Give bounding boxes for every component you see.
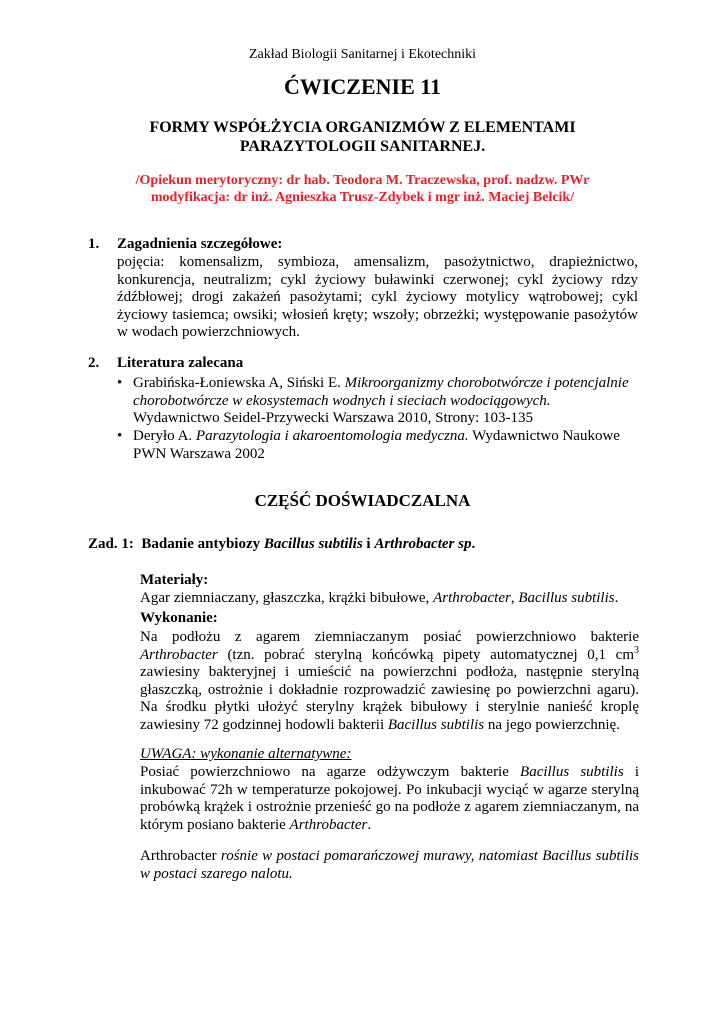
- section-2-number: 2.: [88, 355, 100, 371]
- reference-authors: Deryło A.: [133, 428, 193, 444]
- alternative-organism-1: Bacillus subtilis: [520, 764, 624, 780]
- modification-line: modyfikacja: dr inż. Agnieszka Trusz-Zdybek i mgr inż. Maciej Bełcik/: [150, 190, 575, 205]
- procedure-organism-2: Bacillus subtilis: [387, 716, 485, 733]
- alternative-part-1: Posiać powierzchniowo na agarze odżywczym bakterie: [140, 764, 509, 780]
- reference-publisher: Wydawnictwo Seidel-Przywecki Warszawa 2010, Strony: 103-135: [133, 410, 534, 426]
- task-conjunction: i: [366, 536, 371, 552]
- procedure-superscript: 3: [634, 644, 640, 656]
- bullet-icon: •: [117, 375, 123, 391]
- part-title: CZĘŚĆ DOŚWIADCZALNA: [254, 491, 471, 510]
- materials-text: [140, 590, 639, 608]
- reference-item: [117, 428, 638, 463]
- note-text: rośnie w postaci pomarańczowej murawy, natomiast Bacillus subtilis w postaci szarego nalotu.: [140, 848, 640, 882]
- reference-publisher: Wydawnictwo Naukowe PWN Warszawa 2002: [133, 428, 620, 462]
- reference-text: [133, 375, 638, 428]
- department-header: Zakład Biologii Sanitarnej i Ekotechniki: [248, 47, 477, 62]
- reference-authors: Grabińska-Łoniewska A, Siński E.: [133, 375, 341, 391]
- reference-text: [133, 428, 638, 463]
- alternative-part-2: i inkubować 72h w temperaturze pokojowej. Po inkubacji wyciąć w agarze sterylną probówką krążek i ostrożnie przenieść go na podłoże z agarem ziemniaczanym, na którym posiano bakterie: [140, 764, 639, 833]
- task-heading: [88, 536, 475, 554]
- task-period: .: [471, 536, 476, 552]
- subtitle-line-2: PARAZYTOLOGII SANITARNEJ.: [239, 138, 486, 155]
- subtitle-line-1: FORMY WSPÓŁŻYCIA ORGANIZMÓW Z ELEMENTAMI: [149, 119, 576, 136]
- reference-item: [117, 375, 638, 428]
- materials-organism-2: Bacillus subtilis: [518, 590, 615, 606]
- procedure-part-1: Na podłożu z agarem ziemniaczanym posiać powierzchniowo bakterie: [140, 629, 639, 645]
- exercise-title: ĆWICZENIE 11: [283, 74, 442, 99]
- materials-end: .: [614, 590, 619, 606]
- procedure-heading: Wykonanie:: [140, 610, 218, 626]
- alternative-organism-2: Arthrobacter: [289, 816, 368, 833]
- materials-list: Agar ziemniaczany, głaszczka, krążki bibułowe,: [140, 590, 430, 606]
- section-1-text: pojęcia: komensalizm, symbioza, amensalizm, pasożytnictwo, drapieżnictwo, konkurencja, neutralizm; cykl życiowy buławinki czerwonej; cykl życiowy rdzy źdźbłowej; drogi zakażeń pasożytami; cykl życiowy motylicy wątrobowej; cykl życiowy tasiemca; owsiki; włosień kręty; wszoły; obrzeżki; występowanie pasożytów w wodach powierzchniowych.: [117, 254, 638, 340]
- section-1-number: 1.: [88, 236, 100, 252]
- task-organism-1: Bacillus subtilis: [263, 536, 363, 552]
- authors-block: [0, 172, 725, 206]
- exercise-subtitle: [0, 118, 725, 156]
- alternative-text: [140, 764, 639, 834]
- materials-comma: ,: [510, 590, 515, 606]
- alternative-heading: UWAGA: wykonanie alternatywne:: [140, 746, 352, 762]
- procedure-part-2: (tzn. pobrać sterylną końcówką pipety automatycznej 0,1 cm: [227, 646, 635, 663]
- section-1-heading: Zagadnienia szczegółowe:: [117, 236, 283, 252]
- reference-title: Mikroorganizmy chorobotwórcze i potencjalnie chorobotwórcze w ekosystemach wodnych i sieciach wodociągowych.: [133, 375, 629, 409]
- procedure-organism-1: Arthrobacter: [140, 646, 218, 663]
- materials-heading: Materiały:: [140, 572, 209, 588]
- materials-organism-1: Arthrobacter: [433, 590, 511, 606]
- section-2-heading: Literatura zalecana: [117, 355, 244, 371]
- task-label: Zad. 1:: [88, 536, 134, 552]
- task-organism-2: Arthrobacter sp: [374, 536, 472, 552]
- task-title-text: Badanie antybiozy: [141, 536, 261, 552]
- alternative-end: .: [367, 816, 372, 833]
- procedure-text: [140, 629, 639, 734]
- procedure-part-4: na jego powierzchnię.: [487, 716, 620, 733]
- note-organism: Arthrobacter: [140, 848, 217, 864]
- reference-title: Parazytologia i akaroentomologia medyczna.: [195, 428, 469, 444]
- supervisor-line: /Opiekun merytoryczny: dr hab. Teodora M. Traczewska, prof. nadzw. PWr: [135, 173, 590, 188]
- procedure-part-3: zawiesiny bakteryjnej i umieścić na powierzchni podłoża, następnie sterylną głaszczką, ostrożnie i dokładnie rozprowadzić zawiesinę po powierzchni agaru). Na środku płytki ułożyć sterylny krążek bibułowy i sterylnie nanieść kroplę zawiesiny 72 godzinnej hodowli bakterii: [140, 664, 639, 733]
- bullet-icon: •: [117, 428, 123, 444]
- growth-note: [140, 848, 639, 883]
